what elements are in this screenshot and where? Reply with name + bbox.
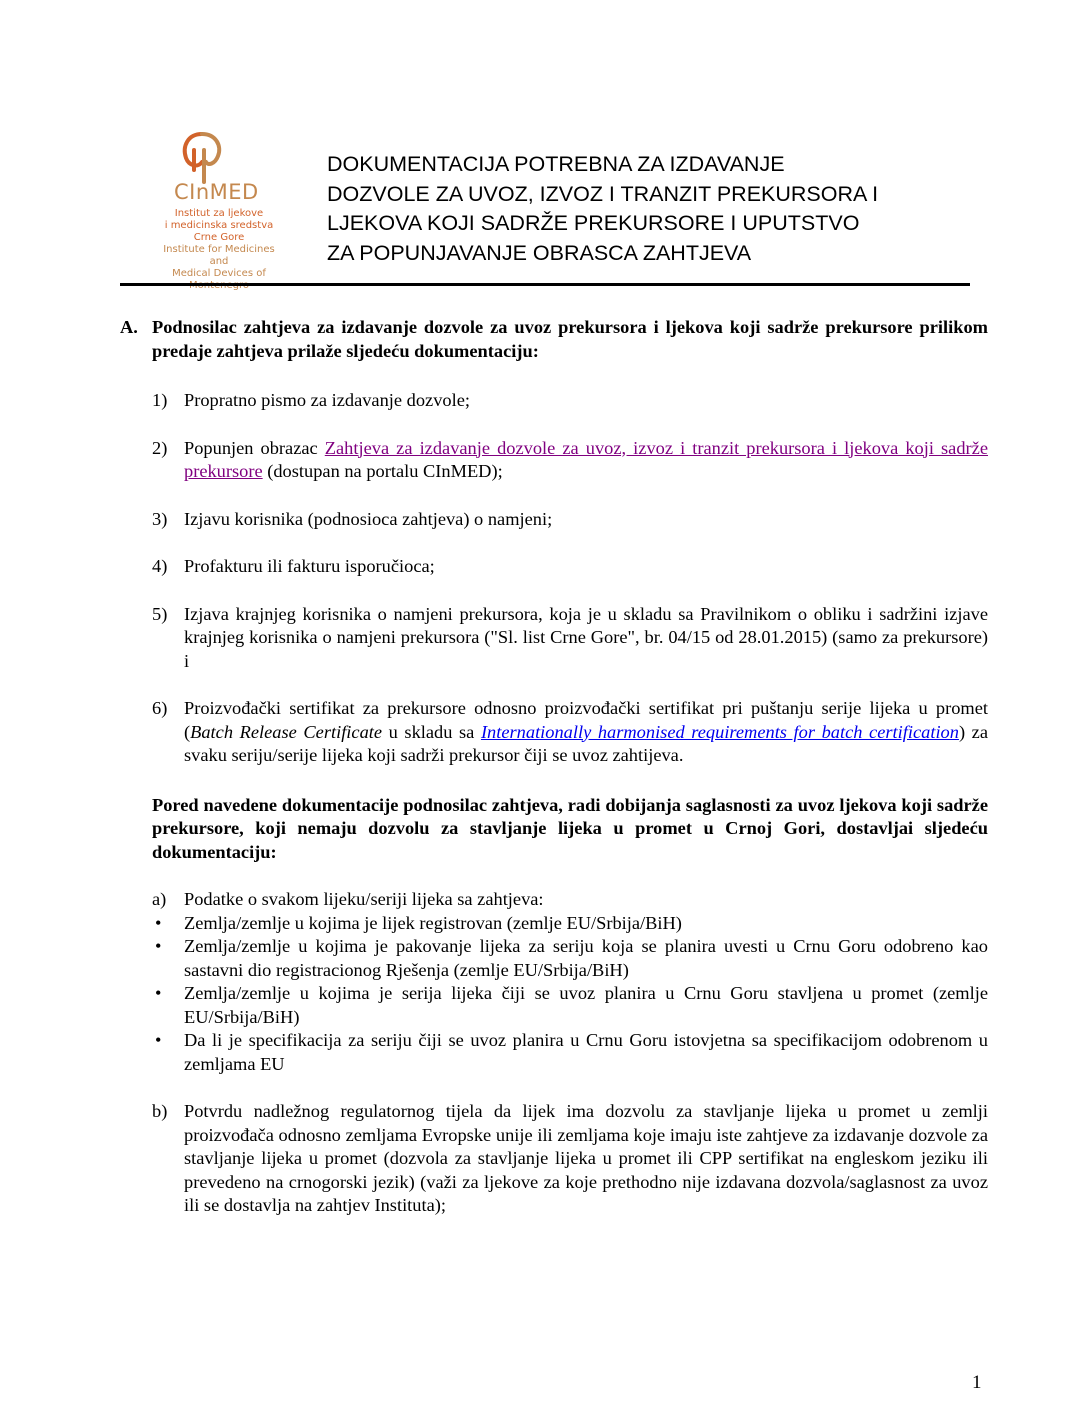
item-text-post: (dostupan na portalu CInMED);: [262, 461, 503, 481]
list-item-4: [120, 555, 988, 579]
page-number: 1: [972, 1372, 982, 1393]
bullet-icon: •: [155, 936, 162, 956]
item-text-mid: u skladu sa: [382, 721, 481, 742]
sub-item-text: Podatke o svakom lijeku/seriji lijeka sa zahtjeva:: [184, 889, 544, 909]
title-divider: [120, 283, 970, 286]
item-text: Izjava krajnjeg korisnika o namjeni prekursora, koja je u skladu sa Pravilnikom o obliku i sadržini izjave krajnjeg korisnika o namjeni prekursora ("Sl. list Crne Gore", br. 04/15 od 28.01.2015) (samo za prekursore) i: [184, 603, 988, 671]
bullet-text: Zemlja/zemlje u kojima je pakovanje lijeka za seriju koja se planira uvesti u Crnu Goru odobreno kao sastavni dio registracionog Rješenja (zemlje EU/Srbija/BiH): [184, 936, 988, 980]
batch-certification-link[interactable]: Internationally harmonised requirements for batch certification: [480, 721, 959, 742]
list-item-1: [120, 389, 988, 413]
item-text-italic: Batch Release Certificate: [190, 721, 383, 742]
sub-item-b: [120, 1100, 988, 1218]
bullet-icon: •: [155, 1030, 162, 1050]
title-line-1: DOKUMENTACIJA POTREBNA ZA IZDAVANJE: [327, 152, 785, 176]
item-number: 5): [152, 603, 168, 624]
sub-item-a: [120, 888, 988, 912]
section-a-heading: [120, 316, 988, 363]
additional-docs-paragraph: Pored navedene dokumentacije podnosilac zahtjeva, radi dobijanja saglasnosti za uvoz ljekova koji sadrže prekursore, koji nemaju dozvolu za stavljanje lijeka u promet u Crnoj Gori, dostavljai sljedeću dokumentaciju:: [152, 794, 988, 862]
bullet-item: [120, 1029, 988, 1076]
request-form-link[interactable]: Zahtjeva za izdavanje dozvole za uvoz, izvoz i tranzit prekursora i ljekova koji sadrže prekursore: [184, 437, 988, 481]
item-text-post: ) za svaku seriju/serije lijeka koji sadrži prekursor čiji se uvoz zahtijeva.: [184, 721, 988, 765]
bullet-item: [120, 912, 988, 936]
item-number: 3): [152, 508, 168, 529]
sub-item-text: Potvrdu nadležnog regulatornog tijela da lijek ima dozvolu za stavljanje lijeka u promet u zemlji proizvođača odnosno zemljama Evropske unije ili zemljama koje imaju iste zahtjeve za izdavanje dozvole za stavljanje lijeka u promet (dozvola za stavljanje lijeka u promet ili CPP sertifikat na engleskom jeziku ili prevedeno na crnogorski jezik) (važi za ljekove za koje prethodno nije izdavana dozvola/saglasnost za uvoz ili se dostavlja na zahtjev Instituta);: [184, 1101, 988, 1215]
bullet-item: [120, 982, 988, 1029]
logo-line-1: Institut za ljekove: [174, 208, 264, 219]
document-body: [120, 316, 988, 1218]
cinmed-logo: [154, 126, 284, 279]
title-line-4: ZA POPUNJAVANJE OBRASCA ZAHTJEVA: [327, 240, 752, 265]
bullet-text: Zemlja/zemlje u kojima je lijek registrovan (zemlje EU/Srbija/BiH): [184, 912, 682, 933]
title-line-2: DOZVOLE ZA UVOZ, IZVOZ I TRANZIT PREKURSORA I: [327, 181, 879, 206]
item-text: Profakturu ili fakturu isporučioca;: [184, 556, 435, 576]
title-line-3: LJEKOVA KOJI SADRŽE PREKURSORE I UPUTSTVO: [327, 211, 860, 235]
item-number: 1): [152, 390, 168, 410]
cinmed-logo-icon: [172, 126, 232, 186]
logo-line-3: Institute for Medicines and: [163, 244, 275, 267]
item-number: 4): [152, 556, 168, 576]
list-item-2: [120, 437, 988, 484]
bullet-text: Zemlja/zemlje u kojima je serija lijeka čiji se uvoz planira u Crnu Goru stavljena u promet (zemlje EU/Srbija/BiH): [184, 983, 988, 1027]
bullet-item: [120, 935, 988, 982]
section-a-label: A.: [120, 317, 138, 337]
logo-line-4: Medical Devices of: [172, 268, 266, 279]
logo-subtitle: [154, 208, 284, 292]
bullet-icon: •: [155, 983, 162, 1003]
item-text: Izjavu korisnika (podnosioca zahtjeva) o namjeni;: [184, 508, 553, 529]
document-title: [327, 150, 987, 268]
item-text-pre: Popunjen obrazac: [184, 437, 325, 458]
logo-name: CInMED: [174, 180, 259, 204]
list-item-3: [120, 508, 988, 532]
section-a-text: Podnosilac zahtjeva za izdavanje dozvole za uvoz prekursora i ljekova koji sadrže prekursore prilikom predaje zahtjeva prilaže sljedeću dokumentaciju:: [152, 317, 988, 361]
logo-line-2: i medicinska sredstva Crne Gore: [164, 220, 274, 243]
item-number: 2): [152, 437, 168, 458]
item-text-pre: Proizvođački sertifikat za prekursore odnosno proizvođački sertifikat pri puštanju serije lijeka u promet (: [184, 698, 988, 742]
sub-item-label: a): [152, 889, 167, 909]
sub-item-label: b): [152, 1101, 168, 1121]
bullet-icon: •: [155, 912, 162, 933]
item-text: Propratno pismo za izdavanje dozvole;: [184, 390, 470, 410]
list-item-5: [120, 603, 988, 674]
bullet-text: Da li je specifikacija za seriju čiji se uvoz planira u Crnu Goru istovjetna sa specifikacijom odobrenom u zemljama EU: [184, 1030, 988, 1074]
item-number: 6): [152, 698, 168, 718]
list-item-6: [120, 697, 988, 768]
